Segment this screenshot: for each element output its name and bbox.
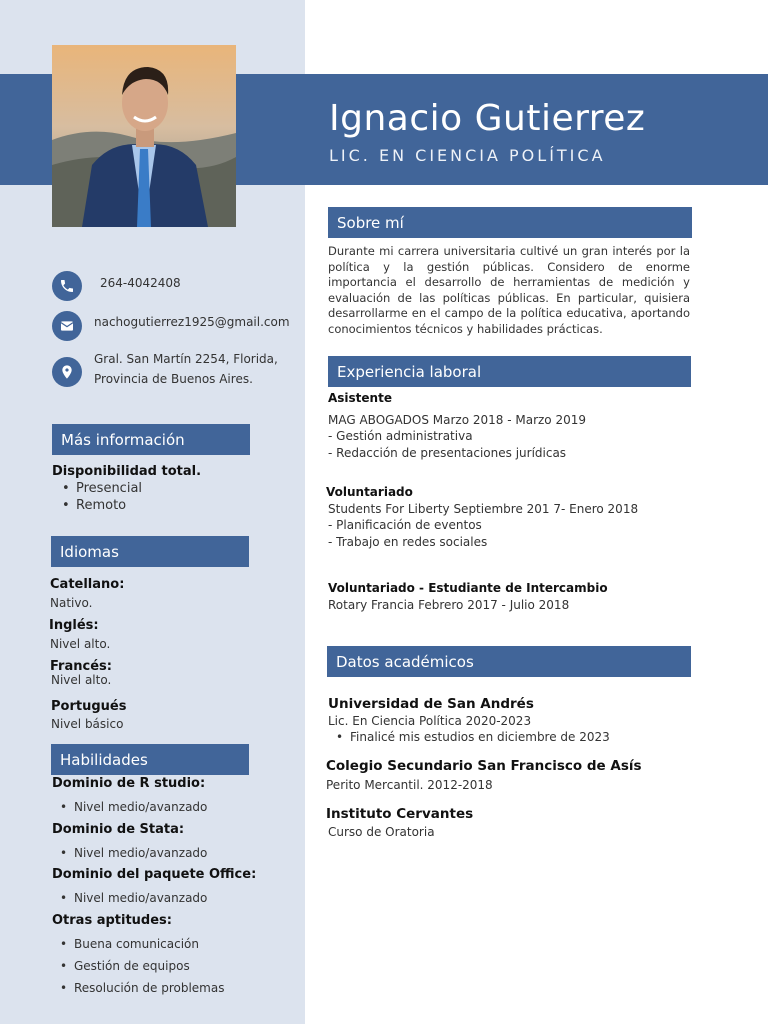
school-name: Colegio Secundario San Francisco de Asís: [326, 758, 642, 774]
job-role: Voluntariado: [326, 485, 413, 499]
education-note: • Finalicé mis estudios en diciembre de 2023: [350, 730, 610, 744]
degree-text: Curso de Oratoria: [328, 825, 435, 839]
job-role: Voluntariado - Estudiante de Intercambio: [328, 581, 608, 595]
mail-icon: [52, 311, 82, 341]
phone-icon: [52, 271, 82, 301]
experience-heading: Experiencia laboral: [328, 356, 691, 387]
job-task: - Redacción de presentaciones jurídicas: [328, 446, 567, 460]
language-name: Catellano:: [50, 577, 125, 592]
skill-item: • Gestión de equipos: [74, 959, 190, 973]
job-organization: Rotary Francia Febrero 2017 - Julio 2018: [328, 598, 570, 612]
degree-text: Lic. En Ciencia Política 2020-2023: [328, 714, 532, 728]
candidate-title: LIC. EN CIENCIA POLÍTICA: [329, 146, 606, 165]
school-name: Instituto Cervantes: [326, 806, 474, 822]
list-item: • Presencial: [76, 481, 142, 496]
language-name: Inglés:: [49, 618, 99, 633]
language-level: Nativo.: [50, 596, 93, 610]
address-line-1: Gral. San Martín 2254, Florida,: [94, 352, 278, 366]
degree-text: Perito Mercantil. 2012-2018: [326, 778, 493, 792]
languages-heading: Idiomas: [51, 536, 249, 567]
profile-photo: [52, 45, 236, 227]
email-address: nachogutierrez1925@gmail.com: [94, 315, 290, 329]
availability-text: Disponibilidad total.: [52, 464, 202, 479]
skill-group-name: Otras aptitudes:: [52, 913, 172, 928]
location-pin-icon: [52, 357, 82, 387]
job-organization: MAG ABOGADOS Marzo 2018 - Marzo 2019: [328, 413, 586, 427]
school-name: Universidad de San Andrés: [328, 696, 534, 712]
language-name: Francés:: [50, 659, 112, 674]
job-role: Asistente: [328, 391, 392, 405]
more-info-heading: Más información: [52, 424, 250, 455]
skill-item: • Resolución de problemas: [74, 981, 224, 995]
skill-group-name: Dominio de Stata:: [52, 822, 185, 837]
language-name: Portugués: [51, 699, 127, 714]
skill-group-name: Dominio del paquete Office:: [52, 867, 257, 882]
job-task: - Planificación de eventos: [328, 518, 482, 532]
job-organization: Students For Liberty Septiembre 201 7- Enero 2018: [328, 502, 639, 516]
skills-heading: Habilidades: [51, 744, 249, 775]
address-line-2: Provincia de Buenos Aires.: [94, 372, 253, 386]
job-task: - Gestión administrativa: [328, 429, 473, 443]
about-text: Durante mi carrera universitaria cultivé un gran interés por la política y la gestión públicas. Considero de enorme importancia el desarrollo de herramientas de medición y evaluación de las políticas públicas. En particular, quisiera desarrollarme en el campo de la política educativa, aportando conocimientos técnicos y habilidades prácticas.: [328, 244, 690, 336]
education-heading: Datos académicos: [327, 646, 691, 677]
skill-item: • Nivel medio/avanzado: [74, 846, 207, 860]
about-heading: Sobre mí: [328, 207, 692, 238]
skill-item: • Buena comunicación: [74, 937, 199, 951]
list-item: • Remoto: [76, 498, 126, 513]
language-level: Nivel básico: [51, 717, 124, 731]
skill-group-name: Dominio de R studio:: [52, 776, 206, 791]
phone-number: 264-4042408: [100, 276, 181, 290]
job-task: - Trabajo en redes sociales: [328, 535, 488, 549]
language-level: Nivel alto.: [50, 637, 111, 651]
skill-item: • Nivel medio/avanzado: [74, 891, 207, 905]
language-level: Nivel alto.: [51, 673, 112, 687]
candidate-name: Ignacio Gutierrez: [329, 98, 646, 139]
skill-item: • Nivel medio/avanzado: [74, 800, 207, 814]
